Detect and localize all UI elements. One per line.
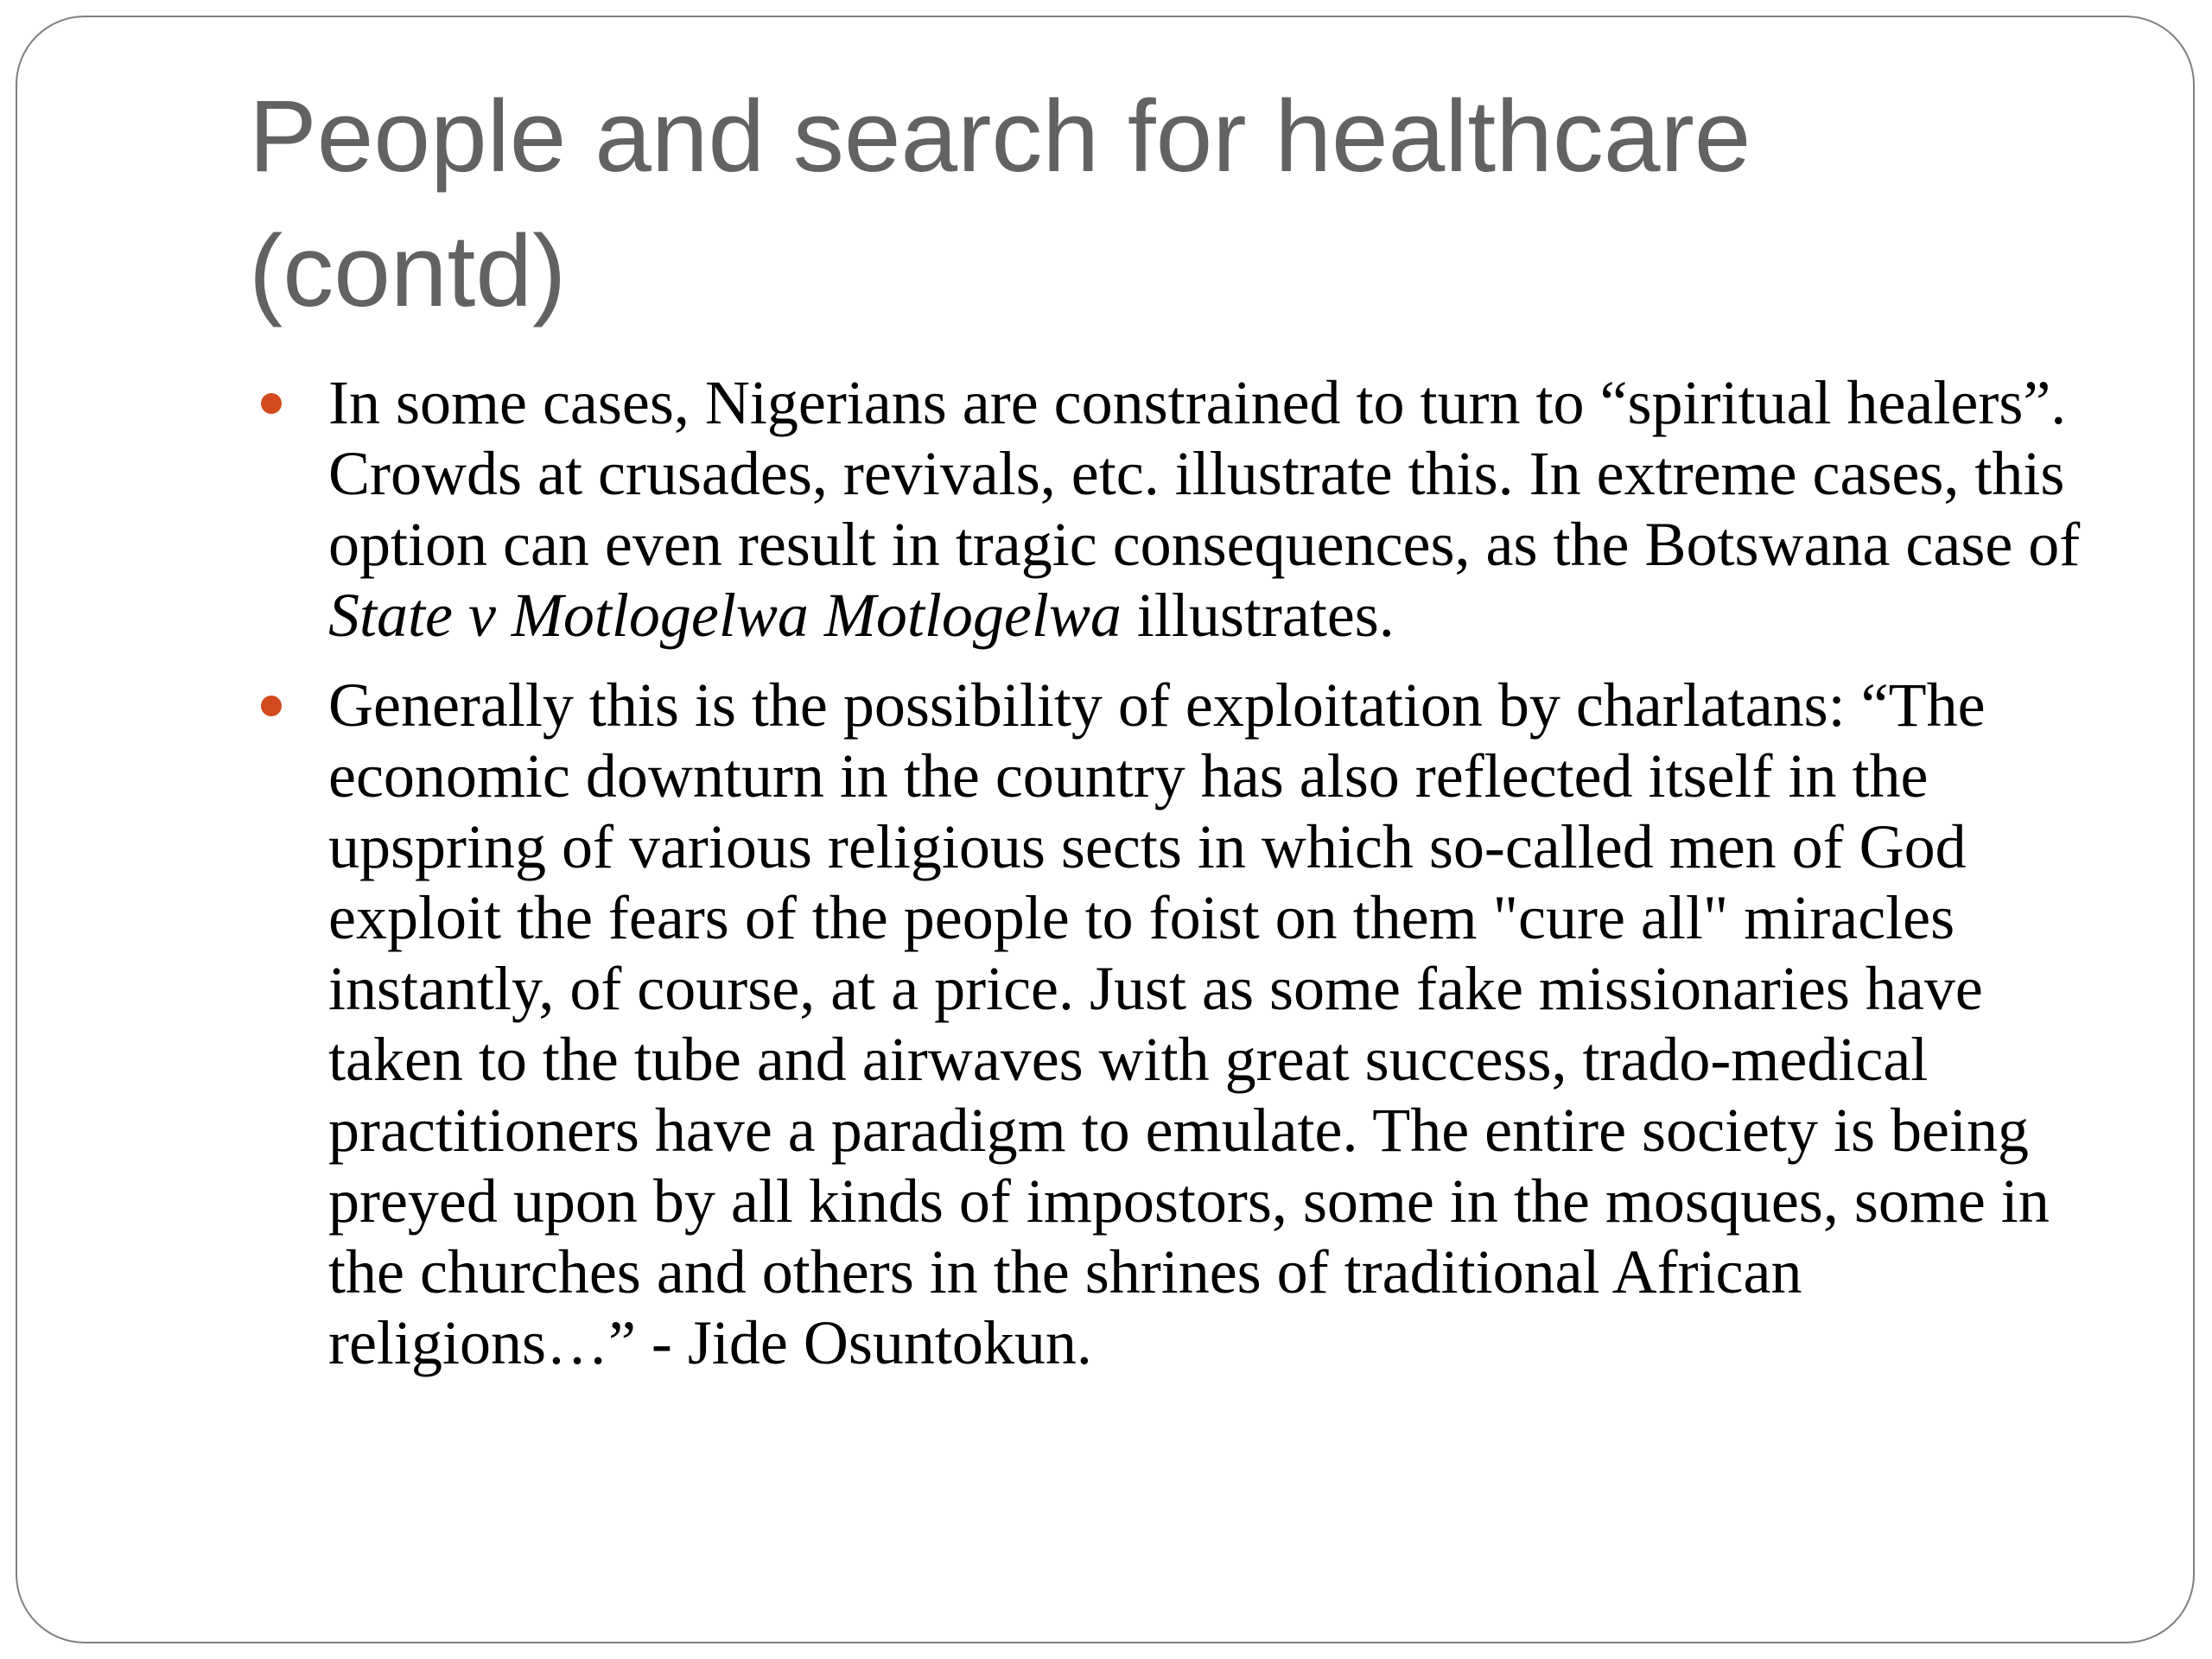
bullet-text: Generally this is the possibility of exploitation by charlatans: “The economic downturn in the country has also reflected itself in the upspring of various religious sects in which so-called men of God exploit the fears of the people to foist on them "cure all" miracles instantly, of course, at a price. Just as some fake missionaries have taken to the tube and airwaves with great success, trado-medical practitioners have a paradigm to emulate. The entire society is being preyed upon by all kinds of impostors, some in the mosques, some in the churches and others in the shrines of traditional African religions…” - Jide Osuntokun. <box>328 671 2050 1377</box>
bullet-dot-icon <box>261 393 282 414</box>
case-name: State v Motlogelwa Motlogelwa <box>328 581 1122 650</box>
bullet-item-charlatans-quote <box>249 670 2115 1378</box>
bullet-dot-icon <box>261 696 282 716</box>
slide-title: People and search for healthcare (contd) <box>249 79 1751 328</box>
bullet-text-before: In some cases, Nigerians are constrained to turn to “spiritual healers”. Crowds at crusades, revivals, etc. illustrate this. In extreme cases, this option can even result in tragic consequences, as the Botswana case of <box>328 368 2081 579</box>
slide <box>16 16 2195 1643</box>
bullet-text-after: illustrates. <box>1121 581 1395 650</box>
bullet-list <box>249 367 2115 1397</box>
bullet-item-spiritual-healers <box>249 367 2115 651</box>
